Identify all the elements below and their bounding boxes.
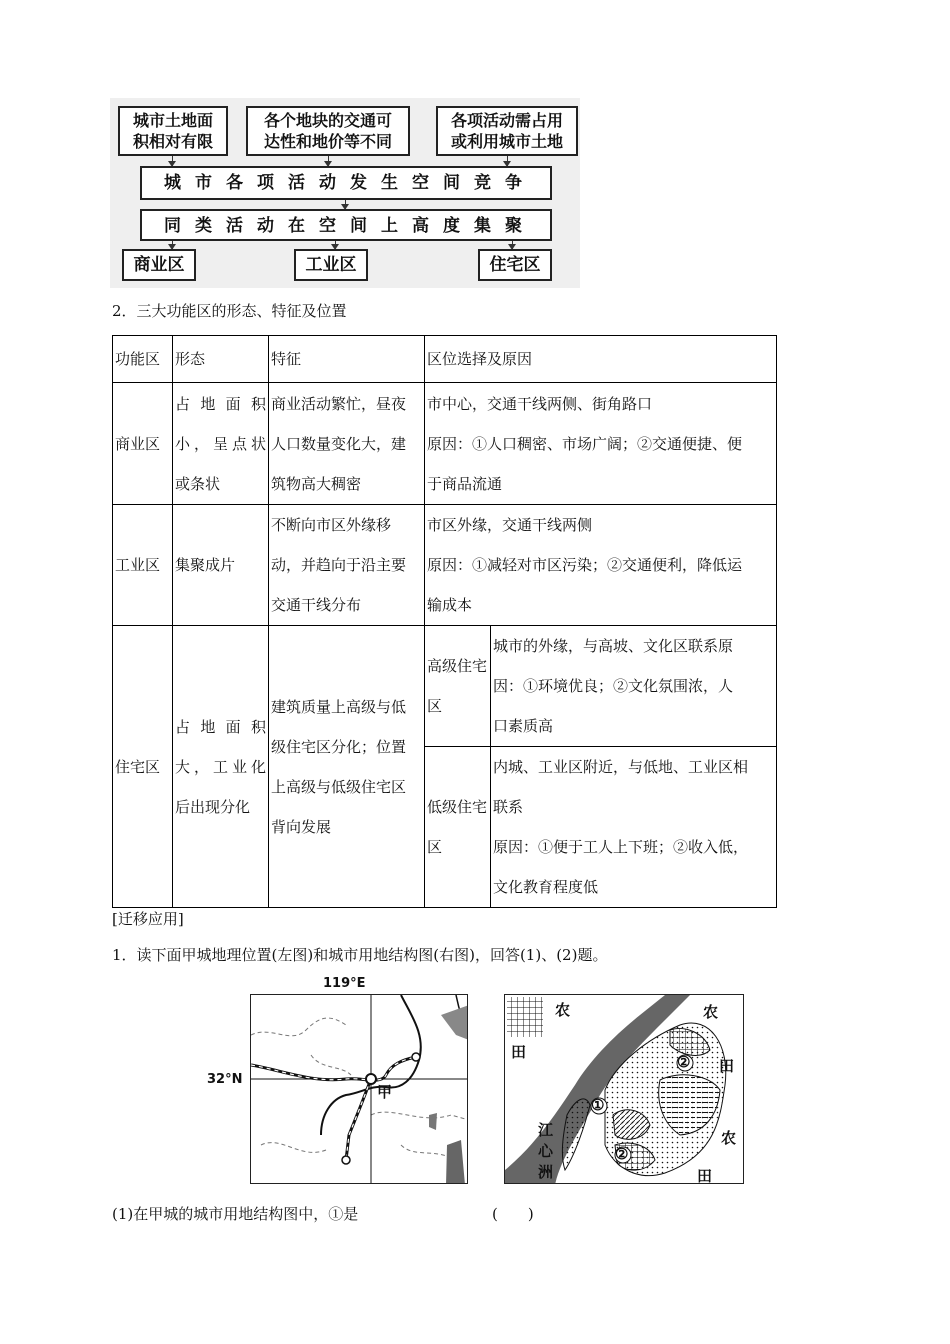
map-label-farmland: 田 <box>697 1167 713 1184</box>
flow-box-line: 达性和地价等不同 <box>263 132 392 151</box>
flow-arrow <box>172 156 173 166</box>
cell-line: 大，工业化 <box>175 757 266 776</box>
flow-box-industrial: 工业区 <box>294 249 368 281</box>
cell-line: 商业活动繁忙，昼夜 <box>271 394 407 413</box>
sub-question-1: (1)在甲城的城市用地结构图中，①是 <box>112 1205 359 1223</box>
zone-form <box>173 383 269 505</box>
table-row-residential-high <box>113 626 777 747</box>
cell-line: 占 地 面 积 <box>175 717 266 736</box>
flow-box-activities <box>436 106 578 156</box>
cell-line: 内城、工业区附近，与低地、工业区相 <box>493 758 749 776</box>
cell-line: 小，呈点状 <box>175 434 266 453</box>
cell-line: 筑物高大稠密 <box>271 474 362 493</box>
map-label-island: 洲 <box>538 1163 554 1181</box>
function-zone-table <box>112 335 777 908</box>
cell-line: 联系 <box>493 798 524 816</box>
left-map-drawing <box>251 995 468 1184</box>
subzone-text-high <box>491 626 777 747</box>
flow-box-line: 各个地块的交通可 <box>263 111 392 130</box>
flow-arrow <box>335 241 336 249</box>
cell-line: 建筑质量上高级与低 <box>271 697 407 716</box>
table-header-row <box>113 336 777 383</box>
cell-line: 不断向市区外缘移 <box>271 516 392 534</box>
flow-box-land-limited <box>118 106 228 156</box>
practice-heading: [迁移应用] <box>112 910 184 928</box>
flow-box-residential: 住宅区 <box>478 249 552 281</box>
zone-name: 住宅区 <box>113 626 173 908</box>
cell-line: 背向发展 <box>271 817 332 836</box>
flow-arrow <box>345 200 346 209</box>
map-label-island: 江 <box>538 1121 554 1139</box>
flow-arrow <box>172 241 173 249</box>
cell-line: 原因：①减轻对市区污染；②交通便利，降低运 <box>427 556 743 574</box>
cell-line: 输成本 <box>427 596 473 614</box>
cell-line: 上高级与低级住宅区 <box>271 777 407 796</box>
map-label-farmland: 农 <box>721 1129 737 1147</box>
table-row-commercial <box>113 383 777 505</box>
map-label-farmland: 农 <box>703 1003 719 1021</box>
cell-line: 占 地 面 积 <box>175 394 266 413</box>
zone-feature <box>269 626 425 908</box>
map-label-farmland: 农 <box>555 1001 571 1019</box>
map-label-zone-1: ① <box>591 1096 605 1114</box>
zone-feature <box>269 505 425 626</box>
zone-name: 工业区 <box>113 505 173 626</box>
section-title: 2．三大功能区的形态、特征及位置 <box>112 302 347 320</box>
cell-line: 或条状 <box>175 474 221 493</box>
left-location-map <box>205 974 470 1184</box>
table-row-industrial <box>113 505 777 626</box>
flow-box-line: 积相对有限 <box>132 132 213 151</box>
flow-arrow <box>328 156 329 166</box>
flow-diagram <box>110 98 580 288</box>
table-header: 功能区 <box>113 336 173 383</box>
flow-arrow <box>512 241 513 249</box>
table-header: 区位选择及原因 <box>425 336 777 383</box>
answer-brackets: ( ) <box>492 1205 534 1223</box>
flow-box-agglomeration: 同类活动在空间上高度集聚 <box>140 209 552 241</box>
flow-box-space-competition: 城市各项活动发生空间竞争 <box>140 166 552 200</box>
cell-line: 原因：①人口稠密、市场广阔；②交通便捷、便 <box>427 434 743 453</box>
flow-box-accessibility <box>246 106 410 156</box>
map-label-zone-2: ② <box>677 1053 691 1071</box>
zone-feature <box>269 383 425 505</box>
latitude-label: 32°N <box>207 1072 243 1087</box>
map-label-island: 心 <box>538 1142 554 1160</box>
cell-line: 低级住宅 <box>427 798 488 816</box>
cell-line: 级住宅区分化；位置 <box>271 737 407 756</box>
cell-line: 区 <box>427 838 443 856</box>
zone-name: 商业区 <box>113 383 173 505</box>
cell-line: 口素质高 <box>493 717 554 735</box>
zone-location <box>425 383 777 505</box>
longitude-label: 119°E <box>323 976 366 991</box>
cell-line: 市区外缘，交通干线两侧 <box>427 516 593 534</box>
city-label: 甲 <box>377 1083 393 1101</box>
table-header: 特征 <box>269 336 425 383</box>
map-label-zone-2: ② <box>615 1145 629 1163</box>
cell-line: 交通干线分布 <box>271 596 362 614</box>
cell-line: 文化教育程度低 <box>493 878 599 896</box>
flow-box-commercial: 商业区 <box>122 249 196 281</box>
subzone-label-low <box>425 747 491 908</box>
flow-box-line: 城市土地面 <box>132 111 213 130</box>
flow-box-line: 各项活动需占用 <box>450 111 563 130</box>
table-header: 形态 <box>173 336 269 383</box>
cell-line: 城市的外缘，与高坡、文化区联系原 <box>493 637 734 655</box>
map-label-farmland: 田 <box>719 1057 735 1075</box>
cell-line: 因：①环境优良；②文化氛围浓，人 <box>493 677 734 695</box>
cell-line: 后出现分化 <box>175 797 251 816</box>
map-label-farmland: 田 <box>511 1043 527 1061</box>
cell-line: 区 <box>427 697 443 715</box>
subzone-label-high <box>425 626 491 747</box>
cell-line: 高级住宅 <box>427 657 488 675</box>
cell-line: 于商品流通 <box>427 474 503 493</box>
subzone-text-low <box>491 747 777 908</box>
flow-box-line: 或利用城市土地 <box>450 132 563 151</box>
zone-location <box>425 505 777 626</box>
cell-line: 人口数量变化大，建 <box>271 434 407 453</box>
question-1: 1．读下面甲城地理位置(左图)和城市用地结构图(右图)，回答(1)、(2)题。 <box>112 946 608 964</box>
left-map-frame <box>250 994 468 1184</box>
flow-arrow <box>507 156 508 166</box>
cell-line: 市中心，交通干线两侧、街角路口 <box>427 394 653 413</box>
zone-form: 集聚成片 <box>173 505 269 626</box>
right-landuse-map <box>504 994 744 1184</box>
cell-line: 动，并趋向于沿主要 <box>271 556 407 574</box>
cell-line: 原因：①便于工人上下班；②收入低， <box>493 838 749 856</box>
zone-form <box>173 626 269 908</box>
right-map-frame <box>504 994 744 1184</box>
